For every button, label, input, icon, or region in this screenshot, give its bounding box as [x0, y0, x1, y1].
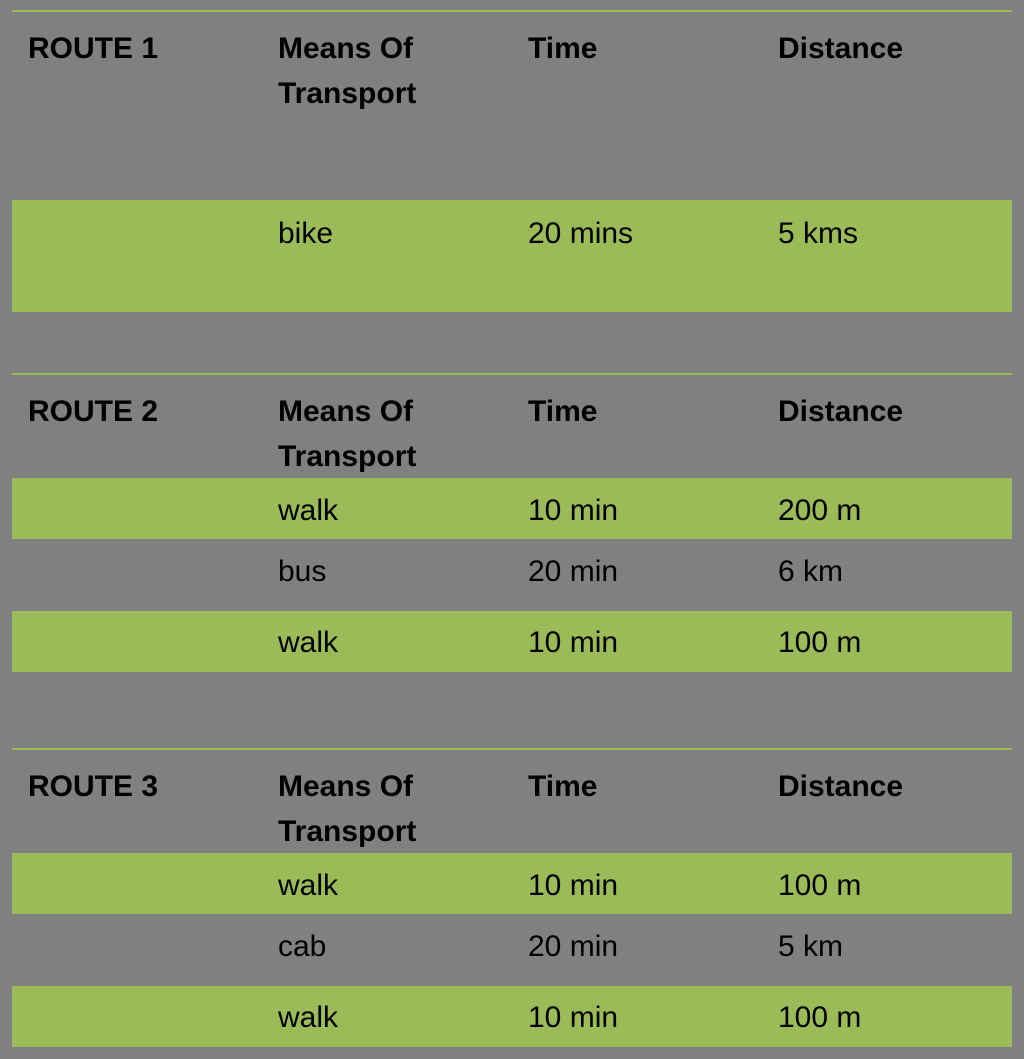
table-top-rule	[12, 748, 1012, 750]
means-cell: bus	[278, 555, 327, 588]
time-cell: 20 min	[528, 555, 619, 588]
means-cell: bike	[278, 217, 334, 250]
table-row	[12, 914, 1012, 986]
means-cell: walk	[278, 626, 339, 659]
table-row	[12, 986, 1012, 1047]
time-header: Time	[528, 32, 598, 65]
distance-header: Distance	[778, 770, 904, 803]
table-row	[12, 539, 1012, 611]
distance-cell: 6 km	[778, 555, 844, 588]
time-cell: 20 min	[528, 930, 619, 963]
means-of-transport-header: Means Of Transport	[278, 770, 417, 848]
table-row	[12, 200, 1012, 312]
route-label: ROUTE 2	[28, 395, 159, 428]
route-label: ROUTE 1	[28, 32, 159, 65]
table-row	[12, 853, 1012, 914]
route-3-header-row	[12, 764, 1012, 854]
means-of-transport-header: Means Of Transport	[278, 395, 417, 473]
time-cell: 20 mins	[528, 217, 634, 250]
distance-cell: 200 m	[778, 494, 862, 527]
time-cell: 10 min	[528, 626, 619, 659]
route-1-header-row	[12, 26, 1012, 126]
table-top-rule	[12, 10, 1012, 12]
distance-cell: 100 m	[778, 869, 862, 902]
table-row	[12, 478, 1012, 539]
table-top-rule	[12, 373, 1012, 375]
distance-header: Distance	[778, 395, 904, 428]
means-cell: walk	[278, 494, 339, 527]
time-header: Time	[528, 395, 598, 428]
distance-cell: 5 kms	[778, 217, 859, 250]
means-of-transport-header: Means Of Transport	[278, 32, 417, 110]
table-row	[12, 611, 1012, 672]
time-header: Time	[528, 770, 598, 803]
time-cell: 10 min	[528, 869, 619, 902]
distance-header: Distance	[778, 32, 904, 65]
distance-cell: 100 m	[778, 1001, 862, 1034]
route-2-header-row	[12, 389, 1012, 479]
means-cell: cab	[278, 930, 327, 963]
route-label: ROUTE 3	[28, 770, 159, 803]
means-cell: walk	[278, 1001, 339, 1034]
means-cell: walk	[278, 869, 339, 902]
distance-cell: 5 km	[778, 930, 844, 963]
time-cell: 10 min	[528, 1001, 619, 1034]
time-cell: 10 min	[528, 494, 619, 527]
distance-cell: 100 m	[778, 626, 862, 659]
